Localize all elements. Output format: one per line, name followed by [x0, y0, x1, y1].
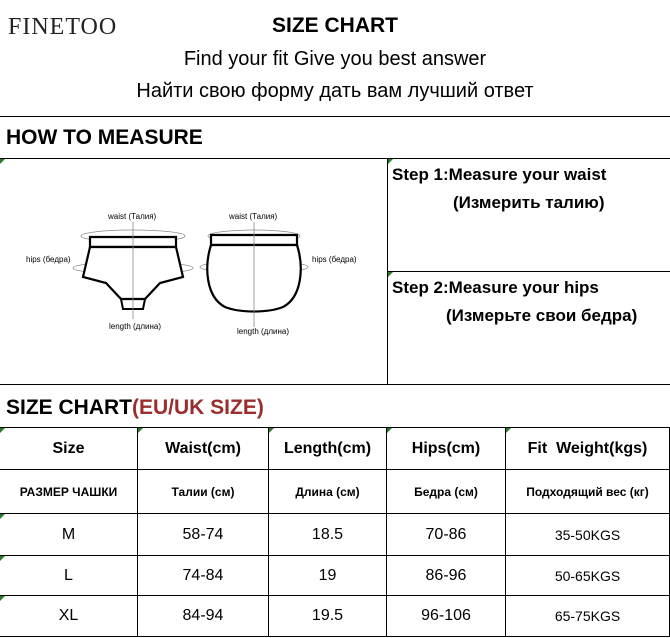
- weight-cell: 50-65KGS: [554, 567, 621, 584]
- page-title: SIZE CHART: [272, 14, 398, 37]
- header-weight-ru: Подходящий вес (кг): [526, 484, 649, 499]
- length-cell: 18.5: [311, 525, 344, 543]
- size-chart-heading-suffix: (EU/UK SIZE): [132, 396, 264, 419]
- header-length: Length(cm): [283, 439, 372, 457]
- size-chart-heading: [6, 396, 264, 420]
- header-hips: Hips(cm): [411, 439, 481, 457]
- brief-back-illustration: [200, 222, 308, 327]
- hips-cell: 86-96: [425, 566, 467, 584]
- step1-title: Step 1:Measure your waist: [392, 165, 607, 184]
- header-waist-ru: Талии (см): [171, 484, 235, 499]
- hips-label-left: hips (бедра): [26, 255, 71, 264]
- step1-subtitle: (Измерить талию): [453, 193, 605, 212]
- divider: [0, 384, 670, 385]
- weight-cell: 35-50KGS: [554, 526, 621, 543]
- table-line: [0, 636, 670, 637]
- size-cell: L: [64, 566, 73, 584]
- length-label-right: length (длина): [237, 327, 290, 336]
- header-size-ru: РАЗМЕР ЧАШКИ: [19, 484, 118, 499]
- brand-logo: FINETOO: [8, 14, 118, 40]
- divider: [0, 116, 670, 117]
- how-to-measure-heading: HOW TO MEASURE: [6, 126, 203, 149]
- length-cell: 19: [318, 566, 337, 584]
- header-size: Size: [52, 439, 85, 457]
- subtitle-russian: Найти свою форму дать вам лучший ответ: [136, 80, 534, 102]
- header-length-ru: Длина (см): [295, 484, 360, 499]
- divider: [387, 271, 670, 272]
- length-cell: 19.5: [311, 607, 344, 624]
- size-chart-heading-text: SIZE CHART: [6, 396, 132, 419]
- waist-label-left: waist (Талия): [108, 212, 157, 221]
- waist-cell: 74-84: [182, 566, 224, 584]
- header-weight: Fit Weight(kgs): [527, 439, 648, 457]
- cell-marker: [388, 159, 393, 164]
- size-cell: XL: [58, 607, 79, 624]
- measurement-diagram: [0, 159, 387, 384]
- hips-label-right: hips (бедра): [312, 255, 357, 264]
- hips-cell: 70-86: [425, 525, 467, 543]
- header-hips-ru: Бедра (см): [414, 484, 478, 499]
- waist-label-right: waist (Талия): [229, 212, 278, 221]
- weight-cell: 65-75KGS: [554, 608, 621, 624]
- size-cell: M: [61, 525, 76, 543]
- subtitle-english: Find your fit Give you best answer: [183, 48, 487, 70]
- waist-cell: 58-74: [182, 525, 224, 543]
- hips-cell: 96-106: [421, 607, 471, 624]
- step2-title: Step 2:Measure your hips: [392, 278, 599, 297]
- waist-cell: 84-94: [182, 607, 224, 624]
- step2-subtitle: (Измерьте свои бедра): [446, 306, 638, 325]
- length-label-left: length (длина): [109, 322, 162, 331]
- cell-marker: [388, 272, 393, 277]
- header-waist: Waist(cm): [165, 439, 241, 457]
- brief-front-illustration: [73, 222, 193, 319]
